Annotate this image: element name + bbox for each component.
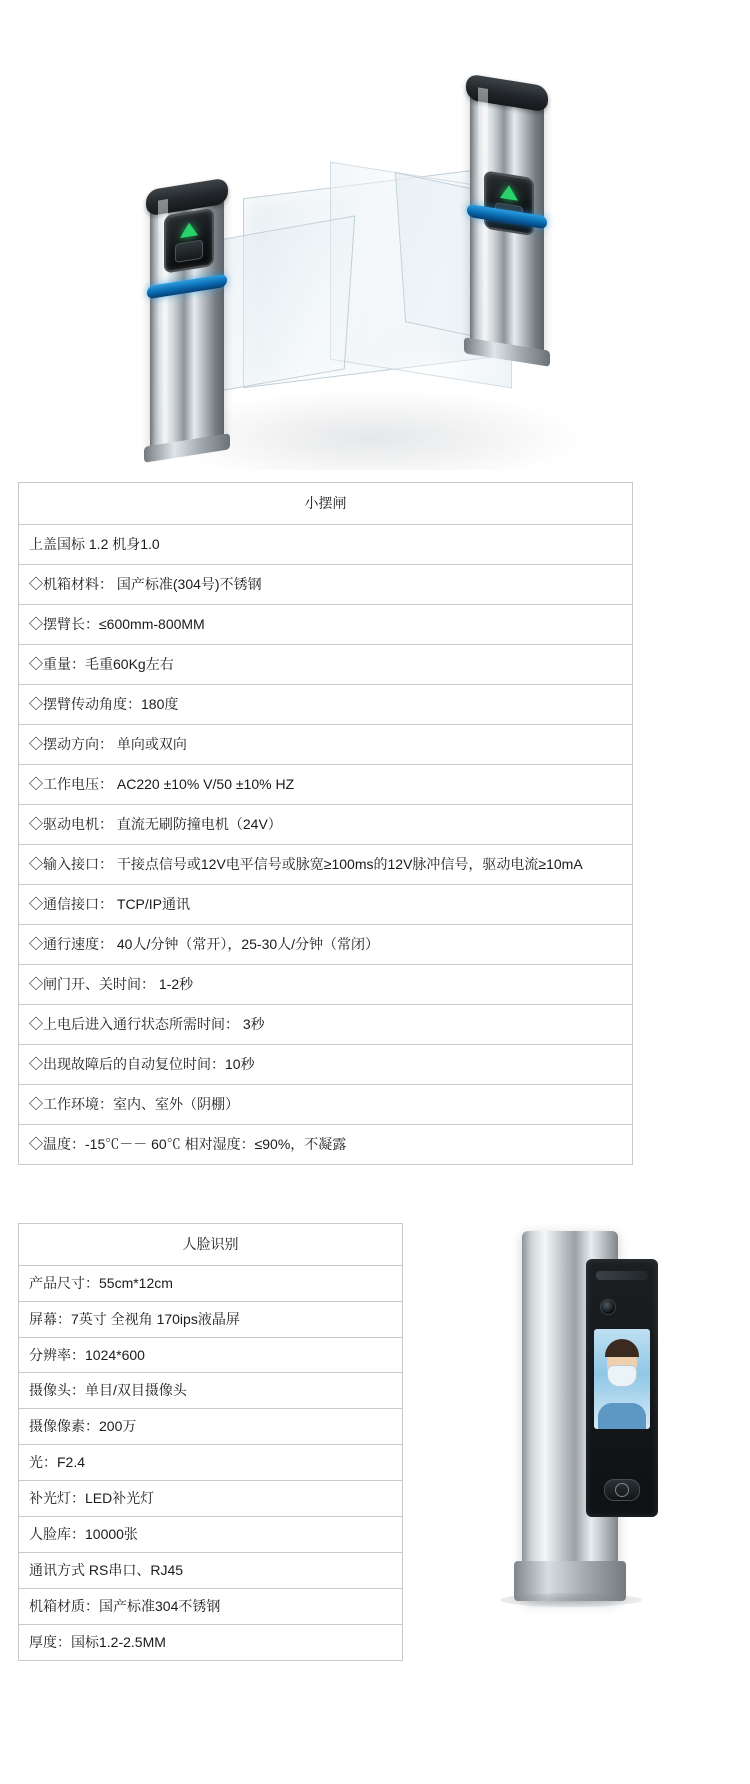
reader-pad-left — [175, 239, 203, 262]
table-row — [19, 1624, 403, 1660]
table-row — [19, 1301, 403, 1337]
turnstile-pedestal-left — [150, 190, 224, 452]
table-row — [19, 684, 633, 724]
table-row — [19, 1552, 403, 1588]
terminal-shadow — [500, 1593, 642, 1607]
spec-cell: 人脸库：10000张 — [19, 1517, 403, 1553]
spec-cell: ◇驱动电机： 直流无刷防撞电机（24V） — [19, 804, 633, 844]
camera-lens-icon — [600, 1299, 616, 1315]
spec-cell: 摄像像素：200万 — [19, 1409, 403, 1445]
infrared-sensor-icon — [596, 1271, 648, 1280]
face-recognition-spec-table — [18, 1223, 403, 1661]
table-row — [19, 524, 633, 564]
table-row — [19, 1124, 633, 1164]
table-row — [19, 1373, 403, 1409]
terminal-column — [522, 1231, 618, 1601]
table-header-row — [19, 1223, 403, 1265]
table-row — [19, 1337, 403, 1373]
spec-cell: ◇出现故障后的自动复位时间：10秒 — [19, 1044, 633, 1084]
spec-cell: 光：F2.4 — [19, 1445, 403, 1481]
preview-face-mask — [607, 1365, 637, 1387]
card-reader-left — [164, 208, 214, 274]
spec-cell: ◇摆臂长：≤600mm-800MM — [19, 604, 633, 644]
turnstile-pedestal-right — [470, 86, 544, 356]
spec-cell: 上盖国标 1.2 机身1.0 — [19, 524, 633, 564]
spec-cell: ◇摆臂传动角度：180度 — [19, 684, 633, 724]
spec-cell: ◇温度：-15℃－－ 60℃ 相对湿度：≤90%，不凝露 — [19, 1124, 633, 1164]
face-table-title: 人脸识别 — [19, 1223, 403, 1265]
spec-cell: ◇摆动方向： 单向或双向 — [19, 724, 633, 764]
table-row — [19, 844, 633, 884]
table-row — [19, 1517, 403, 1553]
swing-gate-spec-table — [18, 482, 633, 1165]
table-row — [19, 724, 633, 764]
spec-cell: ◇上电后进入通行状态所需时间： 3秒 — [19, 1004, 633, 1044]
spec-cell: ◇通信接口： TCP/IP通讯 — [19, 884, 633, 924]
spec-cell: ◇输入接口： 干接点信号或12V电平信号或脉宽≥100ms的12V脉冲信号，驱动电流≥10mA — [19, 844, 633, 884]
swing-table-title: 小摆闸 — [19, 483, 633, 525]
table-row — [19, 964, 633, 1004]
preview-person-hair — [605, 1339, 639, 1357]
lcd-preview-screen — [594, 1329, 650, 1429]
swing-gate-spec-wrap — [0, 482, 750, 1165]
spec-cell: ◇机箱材料： 国产标准(304号)不锈钢 — [19, 564, 633, 604]
table-row — [19, 1044, 633, 1084]
table-row — [19, 1481, 403, 1517]
spec-cell: 产品尺寸：55cm*12cm — [19, 1265, 403, 1301]
table-row — [19, 1084, 633, 1124]
product-hero-image — [0, 0, 750, 470]
table-row — [19, 1004, 633, 1044]
table-header-row — [19, 483, 633, 525]
table-row — [19, 764, 633, 804]
spec-cell: ◇工作电压： AC220 ±10% V/50 ±10% HZ — [19, 764, 633, 804]
spec-cell: 摄像头：单目/双目摄像头 — [19, 1373, 403, 1409]
spec-cell: ◇工作环境：室内、室外（阴棚） — [19, 1084, 633, 1124]
table-row — [19, 564, 633, 604]
table-row — [19, 644, 633, 684]
card-reader-right — [484, 170, 534, 236]
spec-cell: ◇通行速度： 40人/分钟（常开），25-30人/分钟（常闭） — [19, 924, 633, 964]
spec-cell: 厚度：国标1.2-2.5MM — [19, 1624, 403, 1660]
table-row — [19, 1588, 403, 1624]
spec-cell: ◇闸门开、关时间： 1-2秒 — [19, 964, 633, 1004]
face-recognition-section — [0, 1223, 750, 1650]
spec-cell: 屏幕：7英寸 全视角 170ips液晶屏 — [19, 1301, 403, 1337]
spec-cell: ◇重量：毛重60Kg左右 — [19, 644, 633, 684]
spec-cell: 分辨率：1024*600 — [19, 1337, 403, 1373]
table-row — [19, 884, 633, 924]
table-row — [19, 1265, 403, 1301]
spec-cell: 补光灯：LED补光灯 — [19, 1481, 403, 1517]
direction-arrow-icon-right — [500, 184, 518, 201]
pedestal-base-left — [144, 433, 230, 463]
spec-cell: 机箱材质：国产标准304不锈钢 — [19, 1588, 403, 1624]
terminal-button — [604, 1479, 640, 1501]
face-terminal-image — [470, 1231, 670, 1601]
table-row — [19, 1445, 403, 1481]
terminal-screen-housing — [586, 1259, 658, 1517]
table-row — [19, 604, 633, 644]
table-row — [19, 1409, 403, 1445]
spec-cell: 通讯方式 RS串口、RJ45 — [19, 1552, 403, 1588]
table-row — [19, 804, 633, 844]
table-row — [19, 924, 633, 964]
direction-arrow-icon-left — [180, 221, 198, 238]
hero-stage — [0, 0, 750, 470]
swing-arm-left — [213, 215, 356, 392]
preview-person-body — [598, 1403, 646, 1429]
